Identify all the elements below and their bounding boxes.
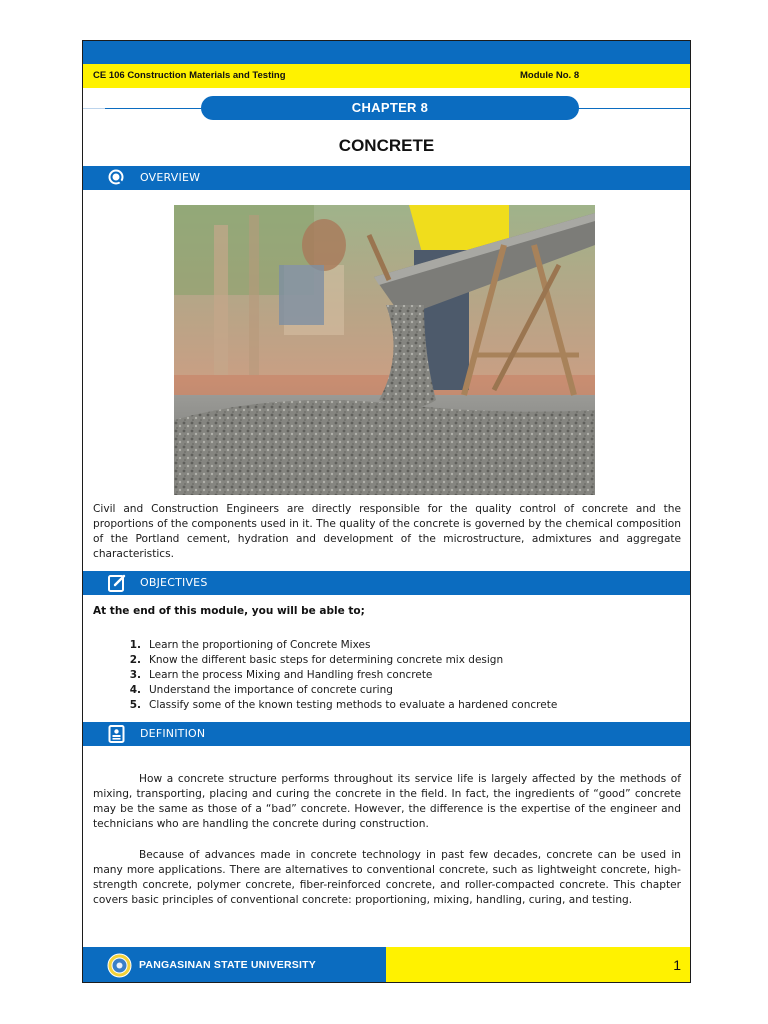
concrete-pour-photo — [174, 205, 595, 495]
document-person-icon — [107, 724, 127, 744]
chapter-label: CHAPTER 8 — [201, 96, 579, 120]
overview-label: OVERVIEW — [140, 171, 201, 184]
objectives-section-header — [83, 571, 690, 595]
footer-university-band — [83, 947, 386, 983]
magnifier-icon — [107, 168, 127, 188]
document-page — [82, 40, 691, 983]
overview-section-header — [83, 166, 690, 190]
page-title: CONCRETE — [338, 136, 435, 155]
objectives-label: OBJECTIVES — [140, 576, 208, 589]
module-number: Module No. 8 — [520, 70, 580, 81]
course-title: CE 106 Construction Materials and Testing — [93, 70, 286, 81]
definition-paragraph-2: Because of advances made in concrete technology in past few decades, concrete can be used in many more applications. There are alternatives to conventional concrete, such as lightweight concrete, high-strength concrete, polymer concrete, fiber-reinforced concrete, and roller-compacted concrete. This chapter covers basic principles of conventional concrete: proportioning, mixing, handling, curing, and testing. — [93, 849, 681, 906]
edit-note-icon — [107, 573, 127, 593]
definition-label: DEFINITION — [140, 727, 206, 740]
list-item: 2. Know the different basic steps for determining concrete mix design — [129, 654, 504, 666]
definition-section-header — [83, 722, 690, 746]
top-blue-band — [83, 41, 690, 64]
footer-page-band — [386, 947, 691, 983]
definition-paragraph-1: How a concrete structure performs throughout its service life is largely affected by the methods of mixing, transporting, placing and curing the concrete in the field. In fact, the ingredients of “good” concrete may be the same as those of a “bad” concrete. However, the difference is the expertise of the engineer and technicians who are handling the concrete during construction. — [93, 773, 681, 830]
list-item: 1. Learn the proportioning of Concrete Mixes — [129, 639, 371, 651]
list-item: 5. Classify some of the known testing methods to evaluate a hardened concrete — [129, 699, 558, 711]
objectives-list — [111, 638, 557, 713]
overview-paragraph: Civil and Construction Engineers are directly responsible for the quality control of concrete and the proportions of the components used in it. The quality of the concrete is governed by the chemical composition of the Portland cement, hydration and development of the microstructure, admixtures and aggregate characteristics. — [93, 503, 681, 560]
module-header — [83, 64, 690, 88]
objectives-lead: At the end of this module, you will be able to; — [93, 605, 365, 617]
university-name: PANGASINAN STATE UNIVERSITY — [139, 959, 316, 971]
list-item: 3. Learn the process Mixing and Handling fresh concrete — [129, 669, 433, 681]
list-item: 4. Understand the importance of concrete curing — [129, 684, 393, 696]
chapter-rule-left — [83, 108, 105, 109]
page-number: 1 — [673, 957, 681, 973]
university-seal-icon — [107, 953, 132, 978]
